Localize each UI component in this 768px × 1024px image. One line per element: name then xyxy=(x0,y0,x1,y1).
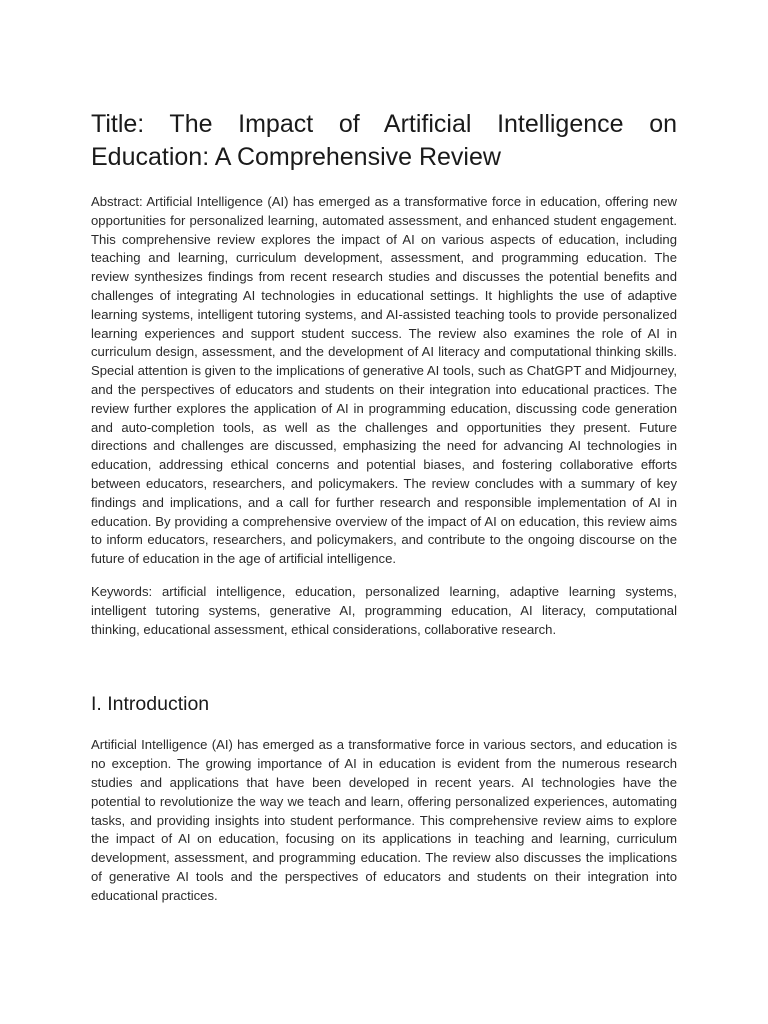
section-heading-introduction: I. Introduction xyxy=(91,693,210,716)
document-title: Title: The Impact of Artificial Intelligence on Education: A Comprehensive Review xyxy=(91,110,677,171)
document-page xyxy=(91,108,677,906)
keywords-paragraph: Keywords: artificial intelligence, education, personalized learning, adaptive learning systems, intelligent tutoring systems, generative AI, programming education, AI literacy, computational thinking, educational assessment, ethical considerations, collaborative research. xyxy=(91,583,677,637)
abstract-paragraph: Abstract: Artificial Intelligence (AI) has emerged as a transformative force in education, offering new opportunities for personalized learning, automated assessment, and enhanced student engagement. This comprehensive review explores the impact of AI on various aspects of education, including teaching and learning, curriculum development, assessment, and programming education. The review synthesizes findings from recent research studies and discusses the potential benefits and challenges of integrating AI technologies in educational settings. It highlights the use of adaptive learning systems, intelligent tutoring systems, and AI-assisted teaching tools to provide personalized learning experiences and support student success. The review also examines the role of AI in curriculum design, assessment, and the development of AI literacy and computational thinking skills. Special attention is given to the implications of generative AI tools, such as ChatGPT and Midjourney, and the perspectives of educators and students on their integration into educational practices. The review further explores the application of AI in programming education, discussing code generation and auto-completion tools, as well as the challenges and opportunities they present. Future directions and challenges are discussed, emphasizing the need for advancing AI technologies in education, addressing ethical concerns and potential biases, and fostering collaborative efforts between educators, researchers, and policymakers. The review concludes with a summary of key findings and implications, and a call for further research and responsible implementation of AI in education. By providing a comprehensive overview of the impact of AI on education, this review aims to inform educators, researchers, and policymakers, and contribute to the ongoing discourse on the future of education in the age of artificial intelligence. xyxy=(91,194,677,567)
introduction-paragraph: Artificial Intelligence (AI) has emerged as a transformative force in various sectors, and education is no exception. The growing importance of AI in education is evident from the numerous research studies and applications that have been developed in recent years. AI technologies have the potential to revolutionize the way we teach and learn, offering personalized experiences, automating tasks, and providing insights into student performance. This comprehensive review aims to explore the impact of AI on education, focusing on its applications in teaching and learning, curriculum development, assessment, and programming education. The review also discusses the implications of generative AI tools and the perspectives of educators and students on their integration into educational practices. xyxy=(91,737,677,903)
